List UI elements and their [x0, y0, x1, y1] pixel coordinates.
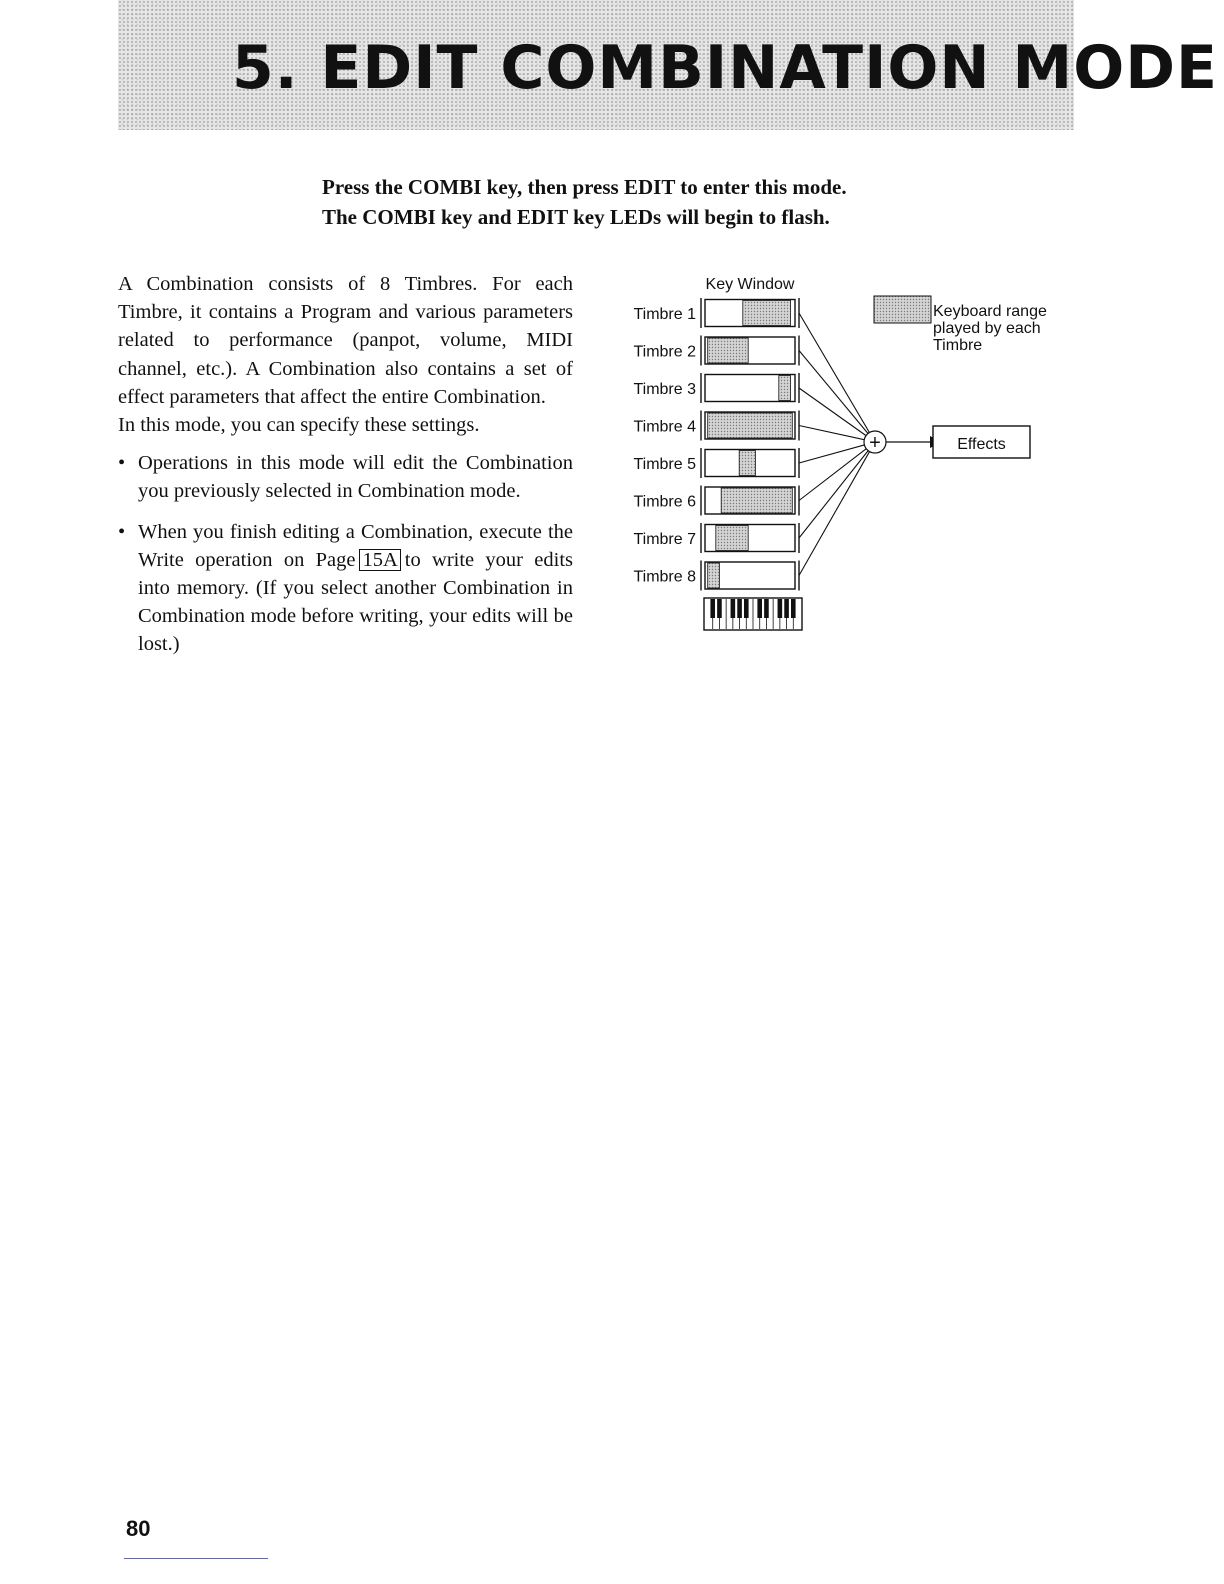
key-range-fill	[708, 563, 720, 588]
timbre-1-connector	[799, 313, 869, 433]
timbre-5-connector	[799, 445, 864, 463]
bullet-text-2-before: When you finish editing a Combination, execute the Write operation on Page	[138, 520, 573, 571]
combination-diagram	[600, 265, 1070, 645]
bullet-text-2-after: to write your edits into memory. (If you select another Combination in Combination mode before writing, your edits will be lost.)	[138, 548, 573, 656]
black-key	[731, 599, 736, 618]
black-key	[764, 599, 769, 618]
timbre-row-6	[633, 486, 799, 516]
key-range-fill	[743, 301, 791, 326]
timbre-label: Timbre 1	[633, 306, 696, 323]
black-key	[717, 599, 722, 618]
legend-line-1: Keyboard range	[933, 303, 1047, 320]
paragraph-combination: A Combination consists of 8 Timbres. For each Timbre, it contains a Program and various parameters related to performance (panpot, volume, MIDI channel, etc.). A Combination also contains a set of effect parameters that affect the entire Combination.	[118, 273, 573, 408]
timbre-7-connector	[799, 451, 868, 538]
black-key	[737, 599, 742, 618]
list-item	[118, 449, 573, 505]
black-key	[778, 599, 783, 618]
footer-rule	[124, 1558, 268, 1559]
paragraph-settings: In this mode, you can specify these settings.	[118, 414, 480, 437]
intro-line-2: The COMBI key and EDIT key LEDs will begin to flash.	[322, 205, 830, 229]
list-item	[118, 518, 573, 659]
page-title: 5. EDIT COMBINATION MODE	[232, 33, 1219, 103]
connector-lines	[799, 313, 870, 576]
key-range-fill	[739, 451, 755, 476]
black-key	[710, 599, 715, 618]
notes-list	[118, 449, 573, 658]
timbre-row-1	[633, 298, 799, 328]
black-key	[757, 599, 762, 618]
body-text	[118, 270, 573, 671]
mixer-plus-symbol: +	[869, 432, 881, 454]
timbre-label: Timbre 4	[633, 418, 696, 436]
timbre-label: Timbre 2	[633, 343, 696, 361]
timbre-label: Timbre 5	[633, 456, 696, 473]
timbre-rows	[633, 298, 799, 591]
legend-line-2: played by each	[933, 320, 1041, 337]
bullet-text-1: Operations in this mode will edit the Combination you previously selected in Combination mode.	[138, 452, 573, 503]
timbre-label: Timbre 6	[633, 493, 696, 511]
timbre-2-connector	[799, 351, 868, 434]
effects-label: Effects	[957, 436, 1006, 453]
timbre-row-2	[633, 336, 799, 366]
page-ref-15a: 15A	[359, 549, 400, 571]
intro-instructions	[322, 172, 922, 232]
key-range-fill	[708, 338, 749, 363]
bullet: •	[118, 520, 126, 543]
page-number: 80	[126, 1516, 151, 1541]
black-key	[784, 599, 789, 618]
timbre-row-7	[633, 523, 799, 553]
intro-line-1: Press the COMBI key, then press EDIT to enter this mode.	[322, 175, 847, 199]
timbre-label: Timbre 3	[633, 381, 696, 398]
key-range-fill	[716, 526, 748, 551]
timbre-3-connector	[799, 388, 866, 436]
timbre-row-8	[633, 561, 799, 591]
keyboard-graphic	[704, 598, 802, 630]
timbre-8-connector	[799, 452, 870, 576]
timbre-label: Timbre 8	[633, 568, 696, 586]
key-range-fill	[708, 413, 793, 438]
legend-line-3: Timbre	[933, 337, 983, 354]
key-range-fill	[779, 376, 791, 401]
black-key	[744, 599, 749, 618]
key-window-label: Key Window	[705, 276, 795, 293]
timbre-label: Timbre 7	[633, 531, 696, 548]
timbre-row-4	[633, 411, 799, 441]
key-range-fill	[721, 488, 792, 513]
bullet: •	[118, 452, 126, 475]
legend-swatch	[874, 296, 931, 323]
timbre-row-5	[633, 448, 799, 478]
black-key	[791, 599, 796, 618]
timbre-row-3	[633, 373, 799, 403]
